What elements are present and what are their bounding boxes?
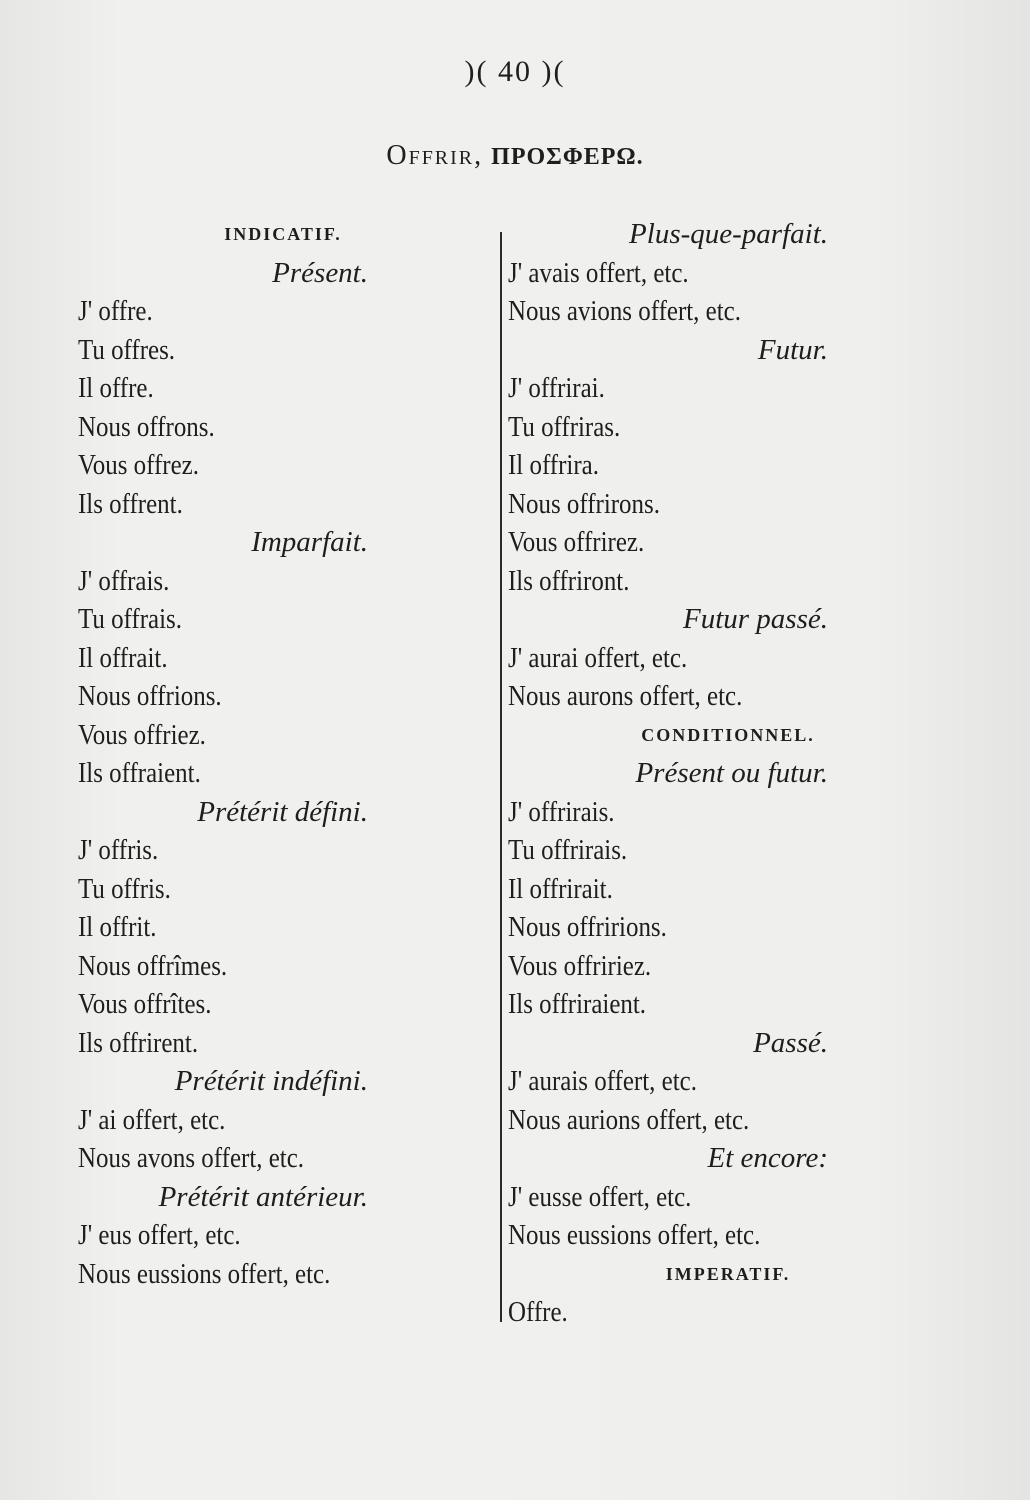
tense-heading-futur: Futur. — [757, 333, 828, 366]
greek-verb: ΠΡΟΣΦΕΡΩ. — [491, 144, 644, 170]
tense-heading-preterit-indefini: Prétérit indéfini. — [174, 1065, 368, 1097]
tense-heading-passe: Passé. — [753, 1026, 828, 1059]
conjugation-line: Tu offris. — [78, 872, 171, 905]
mood-heading-indicatif: INDICATIF. — [224, 224, 342, 244]
conjugation-line: Ils offraient. — [78, 757, 201, 789]
conjugation-line: Vous offrîtes. — [78, 988, 212, 1020]
conjugation-line: J' offrirai. — [508, 372, 605, 404]
conjugation-line: Nous offrons. — [78, 410, 215, 443]
conjugation-line: Ils offriront. — [508, 564, 630, 597]
mood-heading-conditionnel: CONDITIONNEL. — [641, 724, 815, 745]
conjugation-line: Il offre. — [78, 372, 154, 404]
conjugation-line: Ils offriraient. — [508, 988, 647, 1020]
conjugation-line: Nous avions offert, etc. — [508, 295, 741, 327]
conjugation-line: Il offrira. — [508, 449, 599, 481]
conjugation-line: Nous avons offert, etc. — [78, 1142, 305, 1174]
conjugation-line: J' aurai offert, etc. — [508, 641, 688, 674]
conjugation-line: Nous eussions offert, etc. — [508, 1219, 761, 1251]
conjugation-line: J' eus offert, etc. — [78, 1219, 241, 1251]
conjugation-line: Nous aurons offert, etc. — [508, 680, 743, 712]
tense-heading-imparfait: Imparfait. — [251, 526, 368, 558]
right-column — [508, 215, 888, 1332]
conjugation-line: Vous offrirez. — [508, 526, 645, 558]
conjugation-line: Ils offrent. — [78, 487, 183, 520]
conjugation-line: Tu offres. — [78, 333, 176, 366]
conjugation-line: Nous eussions offert, etc. — [78, 1257, 331, 1290]
conjugation-line: Vous offriez. — [78, 718, 206, 751]
left-column — [78, 215, 488, 1293]
conjugation-line: J' offre. — [78, 295, 153, 327]
conjugation-line: Vous offrez. — [78, 449, 199, 481]
conjugation-line: Il offrirait. — [508, 872, 613, 905]
tense-heading-present-futur: Présent ou futur. — [635, 757, 828, 789]
conjugation-line: Il offrit. — [78, 911, 157, 943]
tense-heading-present: Présent. — [272, 256, 368, 289]
conjugation-line: Il offrait. — [78, 641, 168, 674]
conjugation-line: Vous offririez. — [508, 949, 652, 982]
conjugation-line: J' avais offert, etc. — [508, 256, 689, 289]
conjugation-line: Tu offriras. — [508, 410, 621, 443]
page-number: )( 40 )( — [464, 55, 566, 88]
mood-heading-imperatif: IMPERATIF. — [665, 1263, 791, 1284]
conjugation-line: J' aurais offert, etc. — [508, 1065, 697, 1097]
conjugation-line: Ils offrirent. — [78, 1026, 199, 1059]
conjugation-line: Nous offririons. — [508, 911, 667, 943]
tense-heading-plus-que-parfait: Plus-que-parfait. — [629, 218, 828, 250]
conjugation-line: Tu offrirais. — [508, 834, 628, 866]
column-divider — [500, 232, 502, 1322]
conjugation-line: Nous offrîmes. — [78, 949, 228, 982]
tense-heading-preterit-defini: Prétérit défini. — [197, 795, 368, 828]
tense-heading-preterit-anterieur: Prétérit antérieur. — [158, 1180, 368, 1213]
conjugation-line: Nous aurions offert, etc. — [508, 1103, 750, 1136]
conjugation-line: J' offrais. — [78, 564, 170, 597]
tense-heading-et-encore: Et encore: — [707, 1142, 828, 1174]
conjugation-line: J' offris. — [78, 834, 159, 866]
conjugation-line: Tu offrais. — [78, 603, 182, 635]
tense-heading-futur-passe: Futur passé. — [683, 603, 828, 635]
conjugation-line: Offre. — [508, 1296, 568, 1328]
conjugation-line: J' eusse offert, etc. — [508, 1180, 692, 1213]
conjugation-line: J' offrirais. — [508, 795, 615, 828]
conjugation-line: Nous offrions. — [78, 680, 222, 712]
french-verb: Offrir, — [386, 140, 484, 171]
conjugation-line: J' ai offert, etc. — [78, 1103, 226, 1136]
verb-title — [0, 140, 1030, 172]
conjugation-line: Nous offrirons. — [508, 487, 660, 520]
